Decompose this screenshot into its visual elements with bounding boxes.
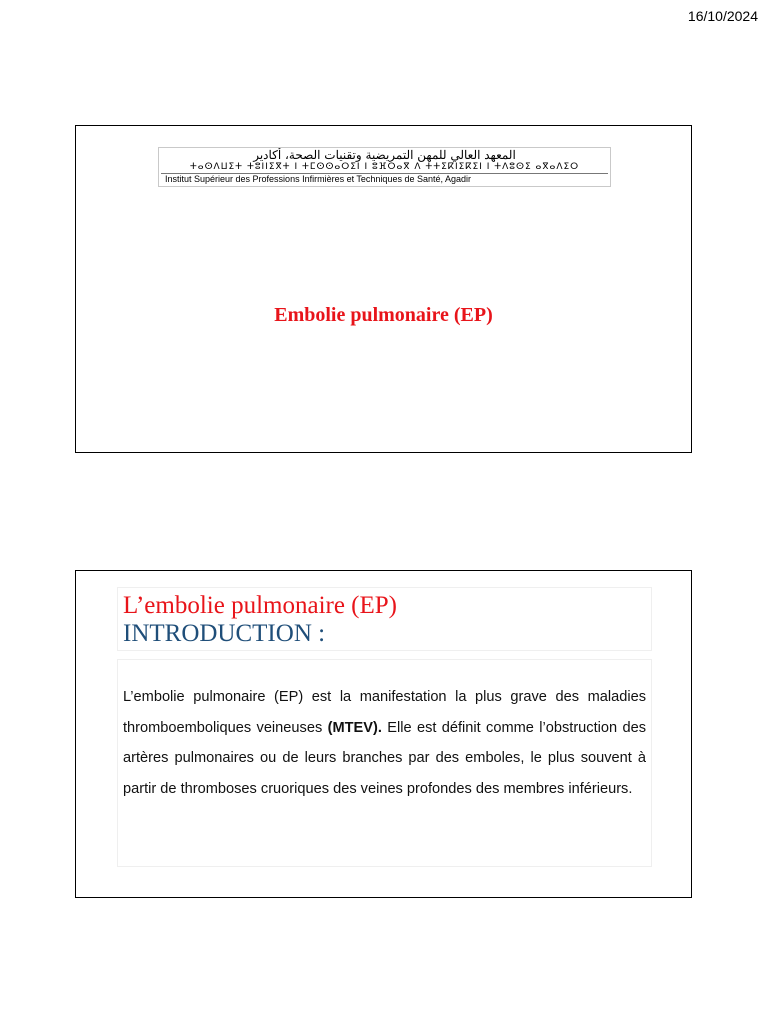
intro-text-part1: L’embolie pulmonaire (EP) est la manifestation la plus grave des maladies thromboemboliques veineuses bbox=[123, 689, 646, 736]
slide-heading: L’embolie pulmonaire (EP) bbox=[123, 592, 398, 619]
institute-name-tifinagh: ⵜⴰⵙⴷⵡⵉⵜ ⵜⵓⵏⵏⵉⴳⵜ ⵏ ⵜⵎⵙⵙⴰⵔⵉⵏ ⵏ ⵓⴼⵔⴰⴳ ⴷ ⵜⵜⵉⴽⵏⵉⴽⵉⵏ ⵏ ⵜⴷⵓⵙⵉ ⴰⴳⴰⴷⵉⵔ bbox=[189, 162, 580, 172]
intro-text-part2: Elle est définit comme l’obstruction des artères pulmonaires ou de leurs branches par des emboles, le plus souvent à partir de thromboses cruoriques des veines profondes des membres inférieurs. bbox=[123, 719, 646, 797]
intro-text-bold: (MTEV). bbox=[327, 719, 382, 736]
slide-heading-box bbox=[117, 587, 652, 651]
slide-introduction bbox=[75, 570, 692, 898]
section-heading: INTRODUCTION : bbox=[123, 620, 326, 647]
institute-logo-banner bbox=[158, 147, 611, 187]
intro-paragraph bbox=[123, 682, 646, 804]
institute-name-french: Institut Supérieur des Professions Infirmières et Techniques de Santé, Agadir bbox=[161, 173, 608, 185]
page-date: 16/10/2024 bbox=[687, 8, 758, 24]
slide-title-card bbox=[75, 125, 692, 453]
slide-title: Embolie pulmonaire (EP) bbox=[274, 304, 493, 326]
slide-body-box bbox=[117, 659, 652, 867]
institute-name-arabic: المعهد العالي للمهن التمريضية وتقنيات الصحة، أكادير bbox=[253, 148, 516, 162]
